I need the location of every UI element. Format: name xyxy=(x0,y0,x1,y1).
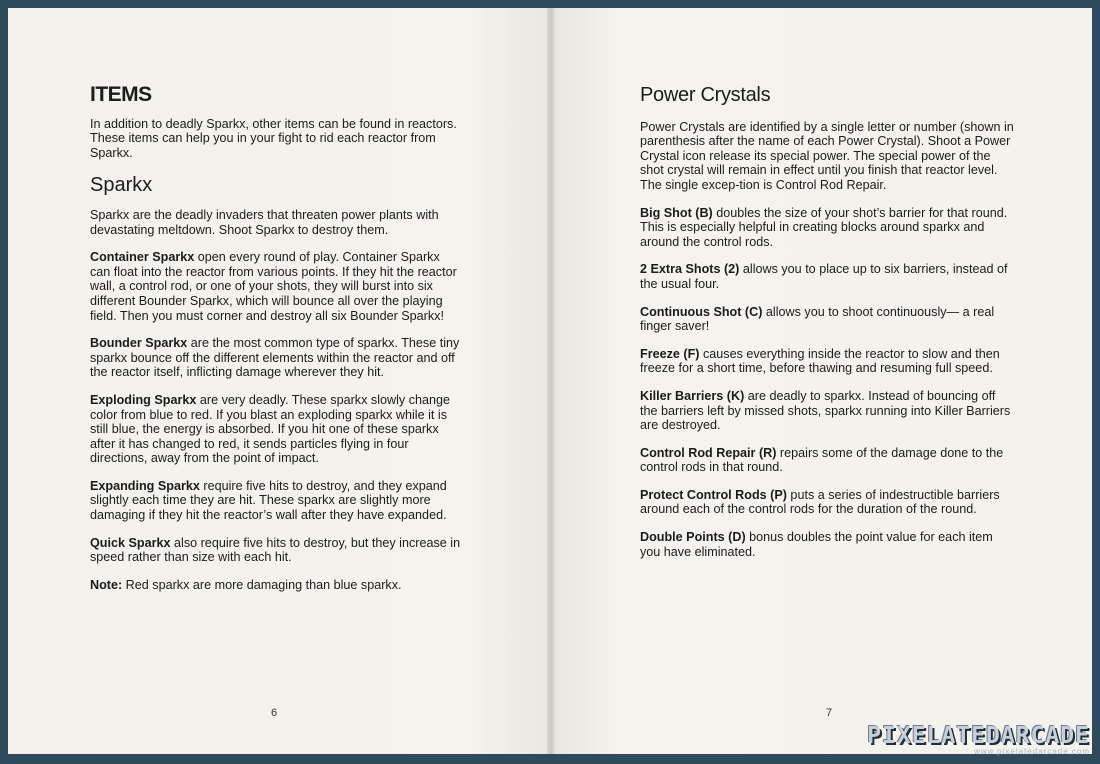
items-intro: In addition to deadly Sparkx, other items can be found in reactors. These items can help you in your fight to rid each reactor from Sparkx. xyxy=(90,116,457,160)
entry-term: Killer Barriers (K) xyxy=(640,388,745,403)
entry-term: 2 Extra Shots (2) xyxy=(640,262,740,277)
entry-text: allows you to place up to six barriers, instead of the usual four. xyxy=(640,262,1008,291)
entry-text: bonus doubles the point value for each item you have eliminated. xyxy=(640,530,993,559)
entry-big-shot xyxy=(640,206,1015,250)
watermark-url: www.pixelatedarcade.com xyxy=(974,747,1090,756)
entry-control-rod-repair xyxy=(640,446,1015,475)
entry-term: Expanding Sparkx xyxy=(90,478,200,493)
entry-double-points xyxy=(640,530,1015,559)
entry-container-sparkx xyxy=(90,250,462,323)
entry-text: require five hits to destroy, and they expand slightly each time they are hit. These sparkx are slightly more damaging if they hit the reactor’s wall after they have expanded. xyxy=(90,478,447,523)
entry-term: Container Sparkx xyxy=(90,250,195,265)
entry-freeze xyxy=(640,347,1015,376)
items-heading: ITEMS xyxy=(90,83,152,106)
entry-term: Exploding Sparkx xyxy=(90,392,197,407)
entry-term: Note: xyxy=(90,577,123,592)
entry-text: are the most common type of sparkx. These tiny sparkx bounce off the different elements within the reactor and off the reactor itself, inflicting damage wherever they hit. xyxy=(90,336,460,380)
entry-term: Big Shot (B) xyxy=(640,205,713,220)
left-page-text xyxy=(90,83,462,605)
entry-continuous-shot xyxy=(640,305,1015,334)
entry-expanding-sparkx xyxy=(90,479,462,523)
entry-text: are very deadly. These sparkx slowly change color from blue to red. If you blast an exploding sparkx while it is still blue, the energy is absorbed. If you hit one of these sparkx after it has changed to red, it sends particles flying in four directions, away from the point of impact. xyxy=(90,392,451,466)
entry-text: allows you to shoot continuously— a real finger saver! xyxy=(640,304,995,334)
page-number-right: 7 xyxy=(826,707,833,719)
entry-term: Protect Control Rods (P) xyxy=(640,487,787,502)
entry-bounder-sparkx xyxy=(90,336,462,380)
sparkx-heading: Sparkx xyxy=(90,174,153,197)
right-page xyxy=(550,8,1092,754)
entry-text: Red sparkx are more damaging than blue sparkx. xyxy=(122,577,402,592)
entry-term: Double Points (D) xyxy=(640,530,746,545)
watermark-brand: PIXELATEDARCADE xyxy=(867,723,1090,749)
page-number-left: 6 xyxy=(271,707,278,719)
sparkx-intro: Sparkx are the deadly invaders that threaten power plants with devastating meltdown. Shoot Sparkx to destroy them. xyxy=(90,207,439,237)
entry-text: are deadly to sparkx. Instead of bouncing off the barriers left by missed shots, sparkx running into Killer Barriers are destroyed. xyxy=(640,388,1011,433)
entry-term: Continuous Shot (C) xyxy=(640,304,763,319)
entry-text: puts a series of indestructible barriers around each of the control rods for the duration of the round. xyxy=(640,487,1000,517)
booklet-spine xyxy=(547,8,555,754)
entry-extra-shots xyxy=(640,262,1015,291)
entry-quick-sparkx xyxy=(90,536,462,565)
right-page-text xyxy=(640,84,1015,572)
power-crystals-intro: Power Crystals are identified by a single letter or number (shown in parenthesis after the name of each Power Crystal). Shoot a Power Crystal icon release its special power. The special power of the shot crystal will remain in effect until you finish that reactor level. The single excep-tion is Control Rod Repair. xyxy=(640,119,1014,192)
entry-text: repairs some of the damage done to the control rods in that round. xyxy=(640,445,1004,475)
entry-killer-barriers xyxy=(640,389,1015,433)
entry-text: also require five hits to destroy, but they increase in speed rather than size with each hit. xyxy=(90,535,461,565)
entry-term: Freeze (F) xyxy=(640,346,700,361)
power-crystals-heading: Power Crystals xyxy=(640,84,771,106)
entry-term: Quick Sparkx xyxy=(90,535,171,550)
entry-protect-control-rods xyxy=(640,488,1015,517)
entry-text: causes everything inside the reactor to slow and then freeze for a short time, before thawing and resuming full speed. xyxy=(640,346,1000,376)
left-page xyxy=(8,8,552,754)
entry-note xyxy=(90,578,462,593)
entry-term: Bounder Sparkx xyxy=(90,336,188,351)
entry-term: Control Rod Repair (R) xyxy=(640,445,777,460)
entry-exploding-sparkx xyxy=(90,393,462,466)
entry-text: open every round of play. Container Sparkx can float into the reactor from various points. If they hit the reactor wall, a control rod, or one of your shots, they will burst into six different Bounder Sparkx, which will bounce all over the playing field. Then you must corner and destroy all six Bounder Sparkx! xyxy=(90,250,457,323)
site-watermark xyxy=(867,723,1090,756)
entry-text: doubles the size of your shot’s barrier for that round. This is especially helpful in creating blocks around sparkx and around the control rods. xyxy=(640,205,1008,249)
manual-spread xyxy=(8,8,1092,756)
